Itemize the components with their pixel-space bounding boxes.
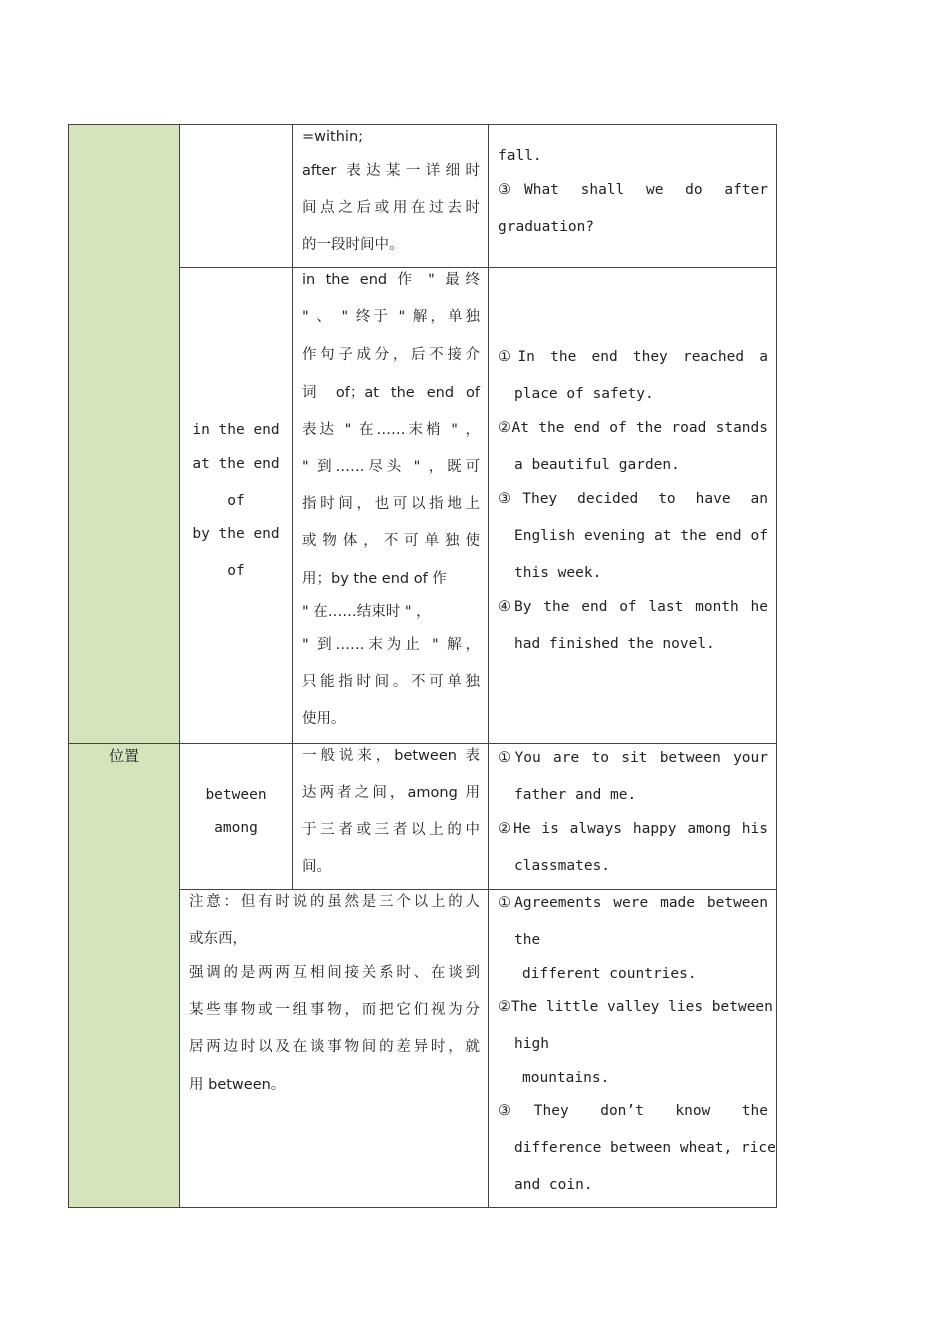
row2-desc-line: 表达 " 在……末梢 " ， xyxy=(302,422,480,438)
row4-example-line: mountains. xyxy=(522,1070,610,1086)
row4-example-line: high xyxy=(514,1036,549,1052)
row4-example-line: ①Agreements were made between xyxy=(498,895,768,911)
row1-desc-line: 间点之后或用在过去时 xyxy=(302,200,480,216)
row2-example-line: this week. xyxy=(514,565,602,581)
row2-example-line: ①In the end they reached a xyxy=(498,349,768,365)
table-border-left xyxy=(68,124,69,1208)
row4-note-line: 强调的是两两互相间接关系时、在谈到 xyxy=(189,965,480,981)
row2-desc-line: in the end 作 " 最终 xyxy=(302,272,480,288)
row3-term-line: between xyxy=(205,787,267,803)
category-label: 位置 xyxy=(108,747,139,765)
row2-example-line: had finished the novel. xyxy=(514,636,715,652)
row4-note-line: 某些事物或一组事物，而把它们视为分 xyxy=(189,1002,480,1018)
row4-example-line: ②The little valley lies between xyxy=(498,999,773,1015)
row2-desc-line: " 、 " 终于 " 解，单独 xyxy=(302,309,480,325)
row2-term-line: by the end xyxy=(192,526,280,542)
row2-example-line: English evening at the end of xyxy=(514,528,768,544)
category-column xyxy=(69,125,179,1207)
row2-desc-line: " 到……尽头 " ，既可 xyxy=(302,459,480,475)
row2-example-line: ②At the end of the road stands xyxy=(498,420,768,436)
row2-term-line: in the end xyxy=(192,422,280,438)
row4-note-line: 注意：但有时说的虽然是三个以上的人 xyxy=(189,894,480,910)
row1-example-line: graduation? xyxy=(498,219,595,235)
row3-term-line: among xyxy=(214,820,258,836)
row2-term-line: at the end xyxy=(192,456,280,472)
row1-desc-line: =within; xyxy=(302,129,364,145)
row2-desc-line: 使用。 xyxy=(302,711,346,727)
table-border-bottom xyxy=(69,1207,777,1208)
column-divider xyxy=(292,124,293,890)
row3-example-line: ①You are to sit between your xyxy=(498,750,768,766)
row2-desc-line: 用；by the end of 作 xyxy=(302,571,447,587)
row2-desc-line: 指时间，也可以指地上 xyxy=(302,496,480,512)
row4-example-line: difference between wheat, rice xyxy=(514,1140,776,1156)
row3-desc-line: 于三者或三者以上的中 xyxy=(302,822,480,838)
row3-example-line: ②He is always happy among his xyxy=(498,821,768,837)
row2-example-line: ④By the end of last month he xyxy=(498,599,768,615)
row1-desc-line: after 表达某一详细时 xyxy=(302,163,480,179)
row2-term-line: of xyxy=(227,493,245,509)
row2-term-line: of xyxy=(227,563,245,579)
row3-example-line: father and me. xyxy=(514,787,637,803)
row2-desc-line: " 在……结束时 " ， xyxy=(302,604,431,620)
row4-example-line: and coin. xyxy=(514,1177,593,1193)
row2-desc-line: " 到……末为止 " 解， xyxy=(302,637,480,653)
row3-example-line: classmates. xyxy=(514,858,611,874)
row4-note-line: 居两边时以及在谈事物间的差异时，就 xyxy=(189,1039,480,1055)
row2-desc-line: 词 of；at the end of xyxy=(302,385,480,401)
row4-note-line: 用 between。 xyxy=(189,1077,286,1093)
row2-desc-line: 只能指时间。不可单独 xyxy=(302,674,480,690)
row1-desc-line: 的一段时间中。 xyxy=(302,237,404,253)
column-divider xyxy=(488,124,489,1208)
row1-example-line: fall. xyxy=(498,148,542,164)
row4-example-line: the xyxy=(514,932,541,948)
row2-example-line: ③They decided to have an xyxy=(498,491,768,507)
row4-example-line: ③They don’t know the xyxy=(498,1103,768,1119)
row2-desc-line: 或物体，不可单独使 xyxy=(302,533,480,549)
row3-desc-line: 间。 xyxy=(302,859,331,875)
row2-example-line: place of safety. xyxy=(514,386,654,402)
row3-desc-line: 达两者之间，among 用 xyxy=(302,785,480,801)
row4-example-line: different countries. xyxy=(522,966,697,982)
row2-desc-line: 作句子成分，后不接介 xyxy=(302,347,480,363)
table-border-right xyxy=(776,124,777,1208)
row1-example-line: ③What shall we do after xyxy=(498,182,768,198)
column-divider xyxy=(179,124,180,1208)
row2-example-line: a beautiful garden. xyxy=(514,457,680,473)
row4-note-line: 或东西， xyxy=(189,931,247,947)
row3-desc-line: 一般说来，between 表 xyxy=(302,748,480,764)
